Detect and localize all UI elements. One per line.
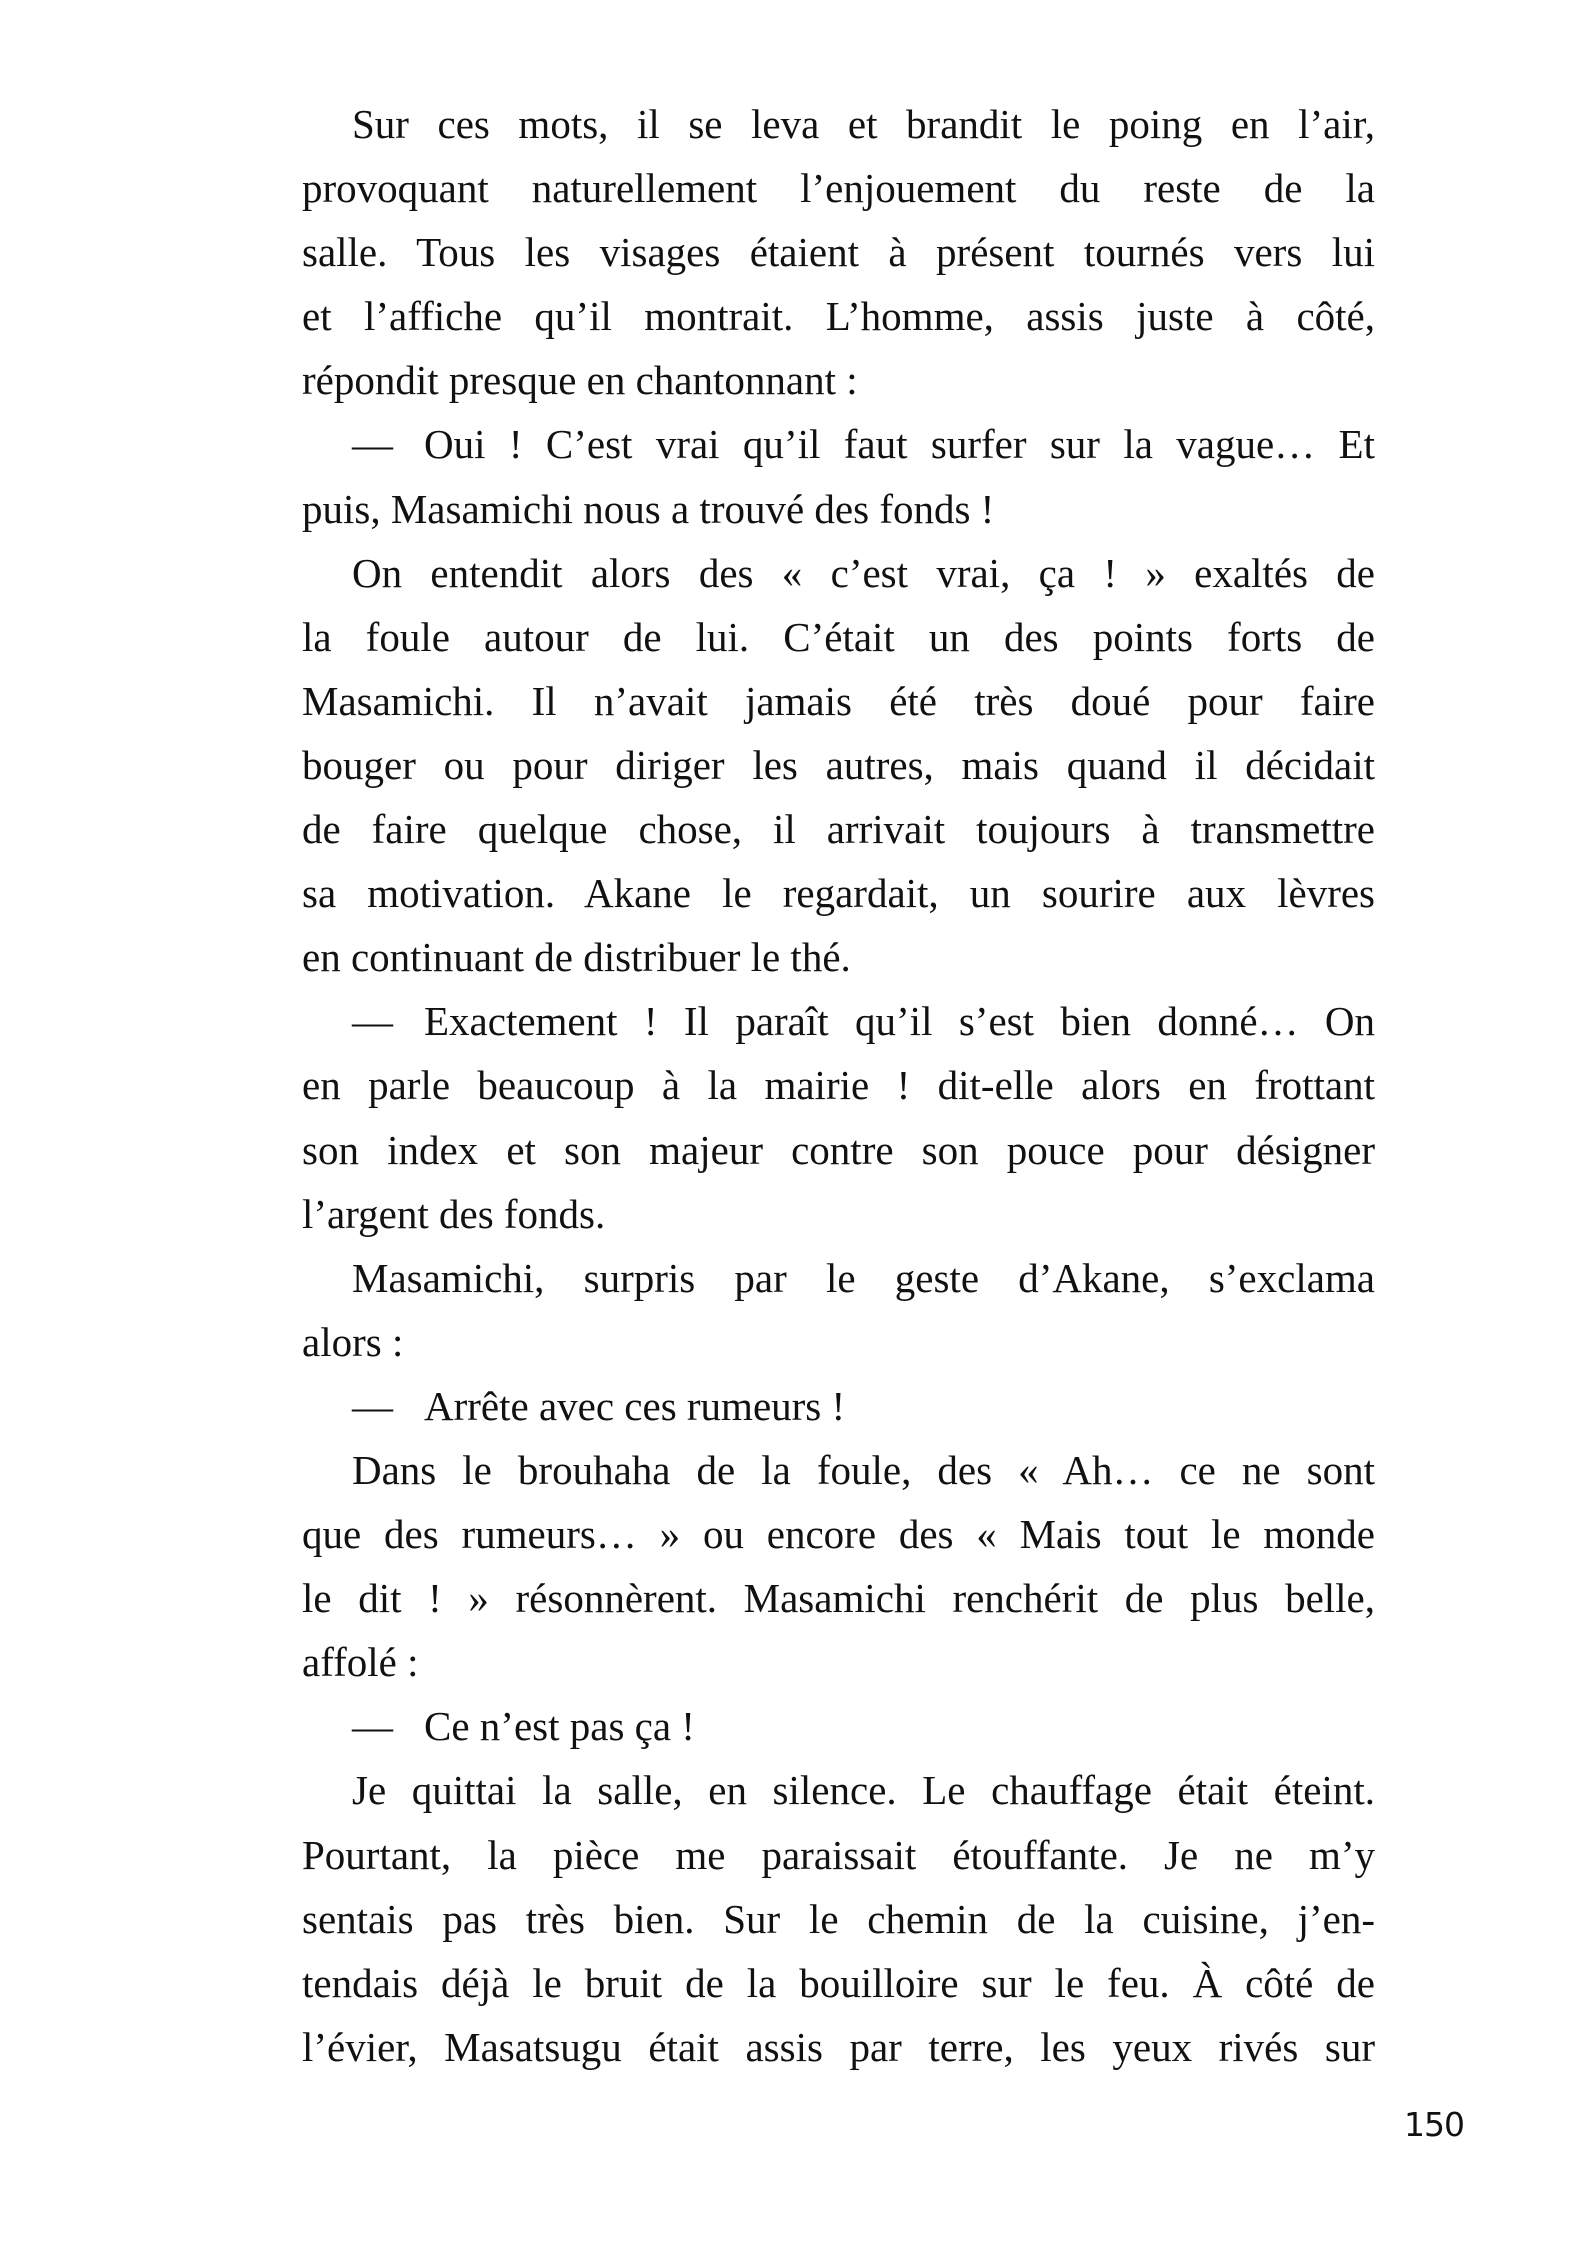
text-line: puis, Masamichi nous a trouvé des fonds ! bbox=[302, 485, 995, 532]
page-number: 150 bbox=[1404, 2105, 1464, 2144]
text-line: Je quittai la salle, en silence. Le chauffage était éteint. bbox=[352, 1767, 1375, 1814]
text-line: en continuant de distribuer le thé. bbox=[302, 934, 851, 981]
text-line: bouger ou pour diriger les autres, mais quand il décidait bbox=[302, 741, 1375, 788]
dialogue-text: Oui ! C’est vrai qu’il faut surfer sur la vague… Et bbox=[424, 421, 1375, 468]
text-line: sa motivation. Akane le regardait, un sourire aux lèvres bbox=[302, 870, 1375, 917]
text-line: de faire quelque chose, il arrivait toujours à transmettre bbox=[302, 806, 1375, 853]
text-line: son index et son majeur contre son pouce pour désigner bbox=[302, 1126, 1375, 1173]
text-line: l’évier, Masatsugu était assis par terre, les yeux rivés sur bbox=[302, 2023, 1375, 2070]
body-text bbox=[302, 92, 1375, 2079]
text-line: et l’affiche qu’il montrait. L’homme, assis juste à côté, bbox=[302, 293, 1375, 340]
text-line: l’argent des fonds. bbox=[302, 1190, 606, 1237]
em-dash: — bbox=[352, 421, 393, 468]
text-line: sentais pas très bien. Sur le chemin de la cuisine, j’en- bbox=[302, 1895, 1375, 1942]
text-line: Masamichi, surpris par le geste d’Akane, s’exclama bbox=[352, 1254, 1375, 1301]
text-line: le dit ! » résonnèrent. Masamichi renchérit de plus belle, bbox=[302, 1575, 1375, 1622]
text-line: provoquant naturellement l’enjouement du reste de la bbox=[302, 165, 1375, 212]
text-line: On entendit alors des « c’est vrai, ça ! » exaltés de bbox=[352, 549, 1375, 596]
dialogue-line bbox=[302, 1374, 1375, 1438]
dialogue-text: Arrête avec ces rumeurs ! bbox=[424, 1382, 846, 1429]
text-line: la foule autour de lui. C’était un des points forts de bbox=[302, 613, 1375, 660]
text-line: Masamichi. Il n’avait jamais été très doué pour faire bbox=[302, 677, 1375, 724]
em-dash: — bbox=[352, 998, 393, 1045]
dialogue-text: Exactement ! Il paraît qu’il s’est bien donné… On bbox=[424, 998, 1375, 1045]
text-line: salle. Tous les visages étaient à présent tournés vers lui bbox=[302, 229, 1375, 276]
text-line: alors : bbox=[302, 1318, 404, 1365]
dialogue-text: Ce n’est pas ça ! bbox=[424, 1703, 695, 1750]
em-dash: — bbox=[352, 1703, 393, 1750]
dialogue-line bbox=[302, 1694, 1375, 1758]
dialogue-line bbox=[302, 412, 1375, 476]
em-dash: — bbox=[352, 1382, 393, 1429]
text-line: Pourtant, la pièce me paraissait étouffante. Je ne m’y bbox=[302, 1831, 1375, 1878]
text-line: tendais déjà le bruit de la bouilloire sur le feu. À côté de bbox=[302, 1959, 1375, 2006]
text-line: que des rumeurs… » ou encore des « Mais tout le monde bbox=[302, 1511, 1375, 1558]
dialogue-line bbox=[302, 989, 1375, 1053]
text-line: Dans le brouhaha de la foule, des « Ah… ce ne sont bbox=[352, 1446, 1375, 1493]
text-line: Sur ces mots, il se leva et brandit le poing en l’air, bbox=[352, 101, 1375, 147]
text-line: affolé : bbox=[302, 1639, 419, 1686]
text-line: répondit presque en chantonnant : bbox=[302, 357, 858, 404]
text-line: en parle beaucoup à la mairie ! dit-elle alors en frottant bbox=[302, 1062, 1375, 1109]
